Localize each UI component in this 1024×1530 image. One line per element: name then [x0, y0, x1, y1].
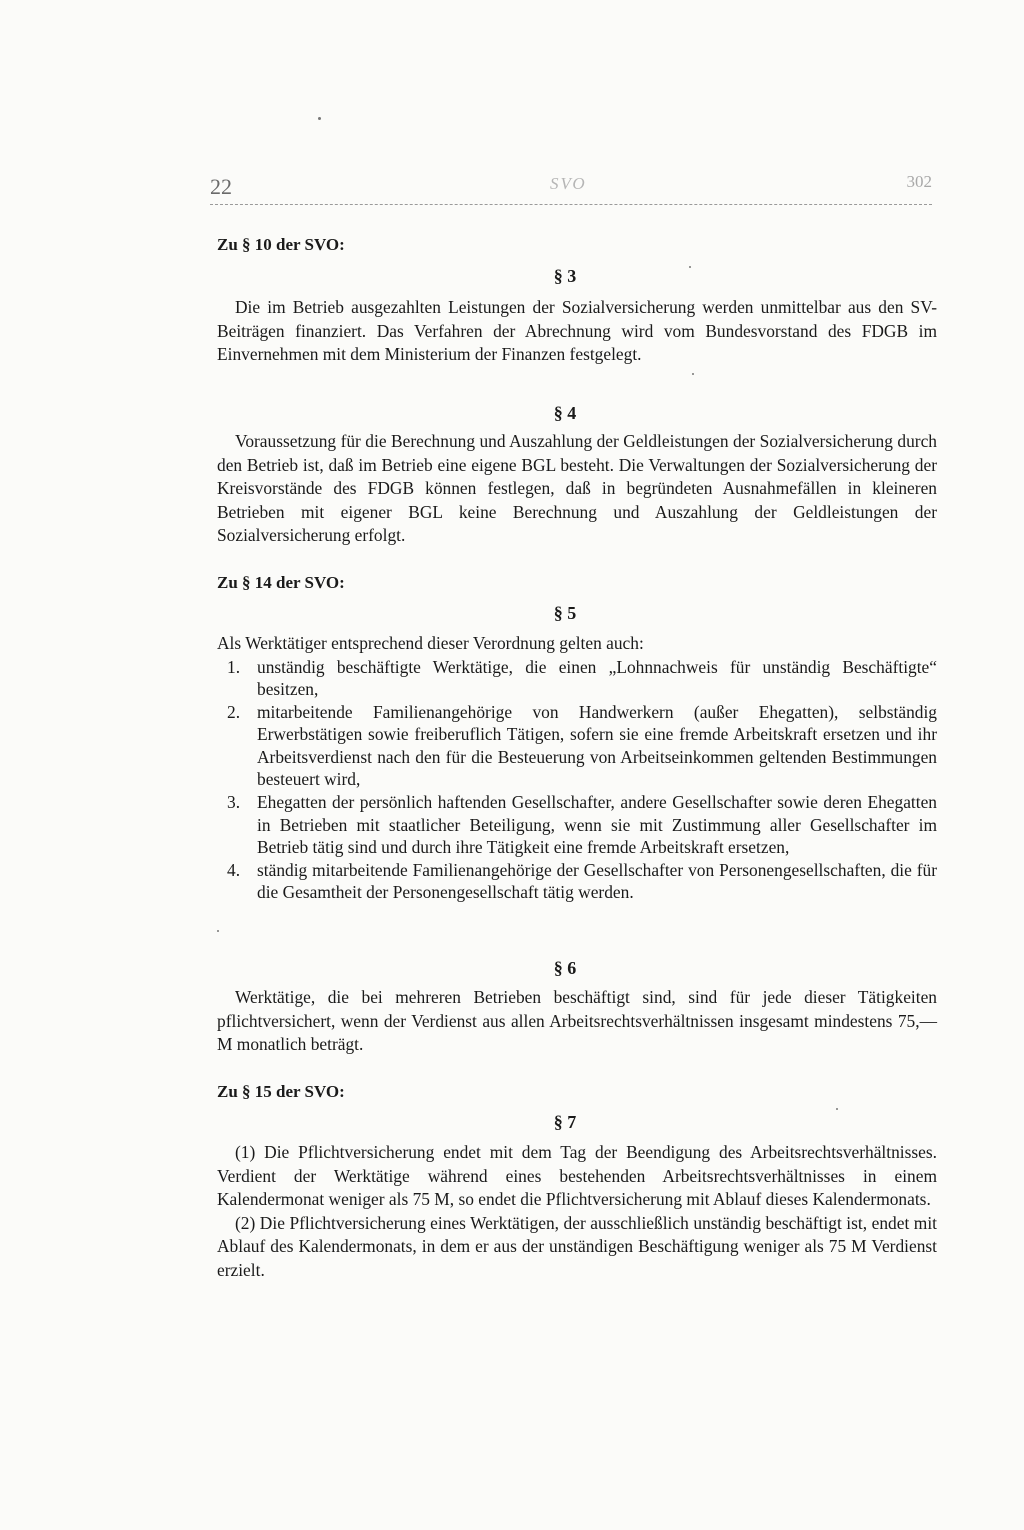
section-heading-14: Zu § 14 der SVO:: [217, 573, 345, 592]
list-item: 2. mitarbeitende Familienangehörige von Handwerkern (außer Ehegatten), selbständig Erwerbstätigen sowie freiberuflich Tätigen, sofern sie eine fremde Arbeitskraft ersetzen und ihr Arbeitsverdienst nach den für die Besteuerung von Arbeitseinkommen geltenden Bestimmungen besteuert wird,: [227, 701, 937, 790]
paragraph-7: [217, 1141, 937, 1282]
paragraph-title-6: § 6: [553, 958, 577, 978]
paragraph-6-text: Werktätige, die bei mehreren Betrieben beschäftigt sind, sind für jede dieser Tätigkeiten pflichtversichert, wenn der Verdienst aus allen Arbeitsrechtsverhältnissen insgesamt mindestens 75,— M monatlich beträgt.: [217, 987, 937, 1054]
paragraph-title-4: § 4: [553, 403, 577, 423]
page-number: 22: [210, 174, 232, 199]
running-title: SVO: [550, 174, 587, 193]
print-speck: [692, 373, 694, 375]
paragraph-5: [217, 632, 937, 904]
list-item: 3. Ehegatten der persönlich haftenden Gesellschafter, andere Gesellschafter sowie deren Ehegatten in Betrieben mit staatlicher Beteiligung, wenn sie mit Zustimmung aller Gesellschafter im Betrieb tätig sind und durch ihre Tätigkeit eine fremde Arbeitskraft ersetzen,: [227, 792, 937, 858]
paragraph-title-7: § 7: [553, 1112, 577, 1132]
paragraph-6: [217, 986, 937, 1057]
paragraph-4-text: Voraussetzung für die Berechnung und Auszahlung der Geldleistungen der Sozialversicherung durch den Betrieb ist, daß im Betrieb eine eigene BGL besteht. Die Verwaltungen der Sozialversicherung der Kreisvorstände des FDGB können festlegen, daß in begründeten Ausnahmefällen in kleineren Betrieben mit eigener BGL keine Berechnung und Auszahlung der Geldleistungen der Sozialversicherung erfolgt.: [217, 431, 937, 545]
section-heading-10: Zu § 10 der SVO:: [217, 235, 345, 254]
print-speck: [318, 117, 321, 120]
paragraph-3: [217, 296, 937, 367]
paragraph-7-text-1: (1) Die Pflichtversicherung endet mit dem Tag der Beendigung des Arbeitsrechtsverhältnisses. Verdient der Werktätige während eines bestehenden Arbeitsrechtsverhältnisses in einem Kalendermonat weniger als 75 M, so endet die Pflichtversicherung mit Ablauf dieses Kalendermonats.: [217, 1142, 937, 1209]
section-heading-15: Zu § 15 der SVO:: [217, 1082, 345, 1101]
header-right-number: 302: [906, 172, 932, 191]
paragraph-title-3: § 3: [553, 266, 577, 286]
list-item: 1. unständig beschäftigte Werktätige, die einen „Lohnnachweis für unständig Beschäftigte“ besitzen,: [227, 656, 937, 700]
paragraph-5-intro: Als Werktätiger entsprechend dieser Verordnung gelten auch:: [217, 633, 644, 653]
print-speck: [836, 1108, 838, 1110]
paragraph-3-text: Die im Betrieb ausgezahlten Leistungen der Sozialversicherung werden unmittelbar aus den SV-Beiträgen finanziert. Das Verfahren der Abrechnung wird vom Bundesvorstand des FDGB im Einvernehmen mit dem Ministerium der Finanzen festgelegt.: [217, 297, 937, 364]
paragraph-title-5: § 5: [553, 603, 577, 623]
paragraph-4: [217, 430, 937, 548]
page-header: [210, 170, 932, 205]
paragraph-7-text-2: (2) Die Pflichtversicherung eines Werktätigen, der ausschließlich unständig beschäftigt ist, endet mit Ablauf des Kalendermonats, in dem er aus der unständigen Beschäftigung weniger als 75 M Verdienst erzielt.: [217, 1212, 937, 1280]
print-speck: [689, 266, 691, 268]
paragraph-5-list: [217, 656, 937, 905]
list-item: 4. ständig mitarbeitende Familienangehörige der Gesellschafter von Personengesellschaften, die für die Gesamtheit der Personengesellschaft tätig werden.: [227, 859, 937, 903]
print-speck: [217, 930, 219, 932]
